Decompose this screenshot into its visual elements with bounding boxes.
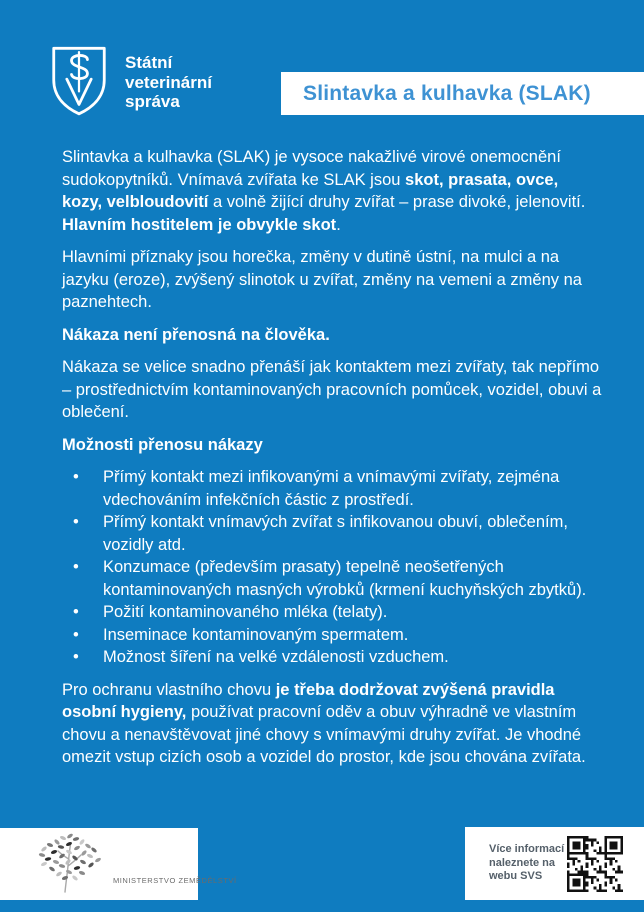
protection-paragraph: Pro ochranu vlastního chovu je třeba dodržovat zvýšená pravidla osobní hygieny, používat pracovní oděv a obuv výhradně ve vlastním chovu a nenavštěvovat jiné chovy s vnímavými druhy zvířat. Je vhodné omezit vstup cizích osob a vozidel do prostor, kde jsou chována zvířata. <box>62 680 586 766</box>
transmission-heading: Možnosti přenosu nákazy <box>62 435 263 454</box>
main-content <box>62 146 602 779</box>
list-item: • Konzumace (především prasaty) tepelně neošetřených kontaminovaných masných výrobků (krmení kuchyňských zbytků). <box>62 556 602 601</box>
info-text-line: Více informací <box>489 843 565 855</box>
not-transmissible-note: Nákaza není přenosná na člověka. <box>62 325 330 344</box>
info-text <box>489 843 564 884</box>
org-name <box>108 42 212 122</box>
transmission-list <box>62 466 602 669</box>
tree-logo-icon <box>34 832 106 894</box>
svs-shield-icon <box>50 42 108 122</box>
list-item: • Přímý kontakt vnímavých zvířat s infikovanou obuví, oblečením, vozidly atd. <box>62 511 602 556</box>
org-name-line: Státní <box>125 53 173 72</box>
tree-leaves <box>38 833 101 882</box>
symptoms-paragraph: Hlavními příznaky jsou horečka, změny v dutině ústní, na mulci a na jazyku (eroze), zvýšený slinotok u zvířat, změny na vemeni a změny na paznehtech. <box>62 248 582 311</box>
info-qr-box <box>465 827 644 900</box>
info-text-line: naleznete na <box>489 856 556 869</box>
list-item: • Požití kontaminovaného mléka (telaty). <box>62 601 602 624</box>
qr-code-icon <box>567 836 623 892</box>
org-name-line: veterinární <box>125 72 212 92</box>
intro-paragraph: Slintavka a kulhavka (SLAK) je vysoce nakažlivé virové onemocnění sudokopytníků. Vnímavá zvířata ke SLAK jsou skot, prasata, ovce, kozy, velbloudovití a volně žijící druhy zvířat – prase divoké, jelenovití. Hlavním hostitelem je obvykle skot. <box>62 148 586 234</box>
ministry-label: MINISTERSTVO ZEMĚDĚLSTVÍ <box>113 876 237 885</box>
info-text-line: webu SVS <box>489 870 543 882</box>
title-banner <box>281 72 644 115</box>
qr-code-svg <box>567 836 623 892</box>
list-item: • Možnost šíření na velké vzdálenosti vzduchem. <box>62 646 602 669</box>
svs-brand <box>50 42 212 122</box>
spread-paragraph: Nákaza se velice snadno přenáší jak kontaktem mezi zvířaty, tak nepřímo – prostřednictvím kontaminovaných pracovních pomůcek, vozidel, obuvi a oblečení. <box>62 358 602 421</box>
ministry-logo-box <box>0 828 237 900</box>
org-name-line: správa <box>125 92 180 111</box>
page-title: Slintavka a kulhavka (SLAK) <box>303 81 591 105</box>
list-item: • Přímý kontakt mezi infikovanými a vnímavými zvířaty, zejména vdechováním infekčních částic z prostředí. <box>62 466 602 511</box>
list-item: • Inseminace kontaminovaným spermatem. <box>62 624 602 647</box>
